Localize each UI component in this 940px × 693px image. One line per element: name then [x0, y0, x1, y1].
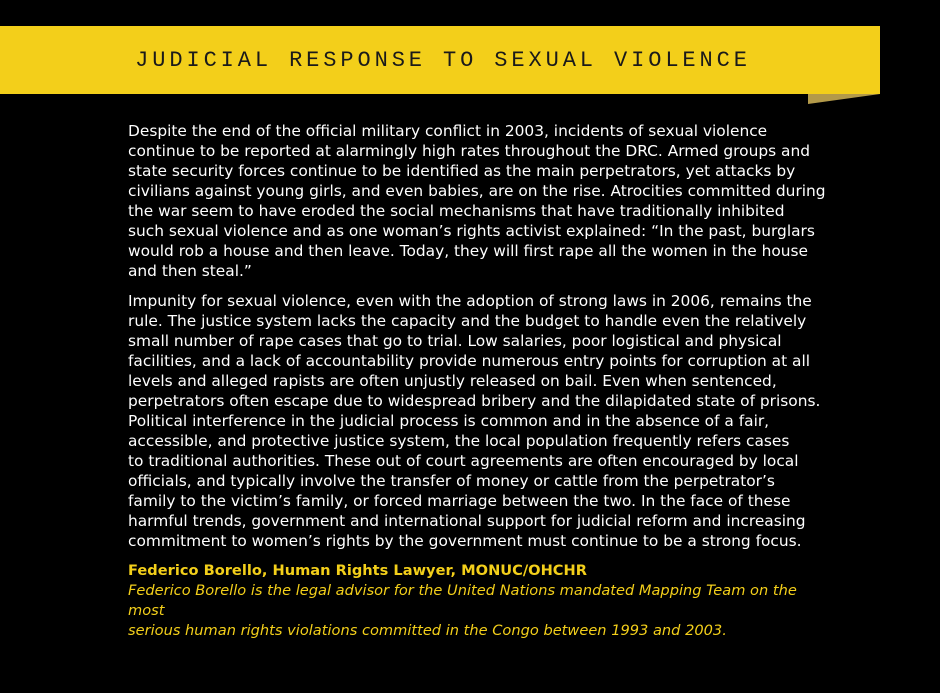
section-title: JUDICIAL RESPONSE TO SEXUAL VIOLENCE	[135, 47, 751, 73]
author-bio: Federico Borello is the legal advisor for the United Nations mandated Mapping Team on the most serious human rights violations committed in the Congo between 1993 and 2003.	[128, 582, 797, 639]
author-credit: Federico Borello, Human Rights Lawyer, MONUC/OHCHR	[128, 562, 587, 579]
banner-fold-corner	[808, 94, 880, 104]
section-banner	[0, 26, 880, 94]
article-body	[128, 121, 828, 641]
article-paragraph-2: Impunity for sexual violence, even with the adoption of strong laws in 2006, remains the rule. The justice system lacks the capacity and the budget to handle even the relatively small number of rape cases that go to trial. Low salaries, poor logistical and physical facilities, and a lack of accountability provide numerous entry points for corruption at all levels and alleged rapists are often unjustly released on bail. Even when sentenced, perpetrators often escape due to widespread bribery and the dilapidated state of prisons. Political interference in the judicial process is common and in the absence of a fair, accessible, and protective justice system, the local population frequently refers cases to traditional authorities. These out of court agreements are often encouraged by local officials, and typically involve the transfer of money or cattle from the perpetrator’s family to the victim’s family, or forced marriage between the two. In the face of these harmful trends, government and international support for judicial reform and increasing commitment to women’s rights by the government must continue to be a strong focus.	[128, 292, 821, 550]
article-paragraph-1: Despite the end of the official military conflict in 2003, incidents of sexual violence continue to be reported at alarmingly high rates throughout the DRC. Armed groups and state security forces continue to be identified as the main perpetrators, yet attacks by civilians against young girls, and even babies, are on the rise. Atrocities committed during the war seem to have eroded the social mechanisms that have traditionally inhibited such sexual violence and as one woman’s rights activist explained: “In the past, burglars would rob a house and then leave. Today, they will first rape all the women in the house and then steal.”	[128, 122, 826, 280]
